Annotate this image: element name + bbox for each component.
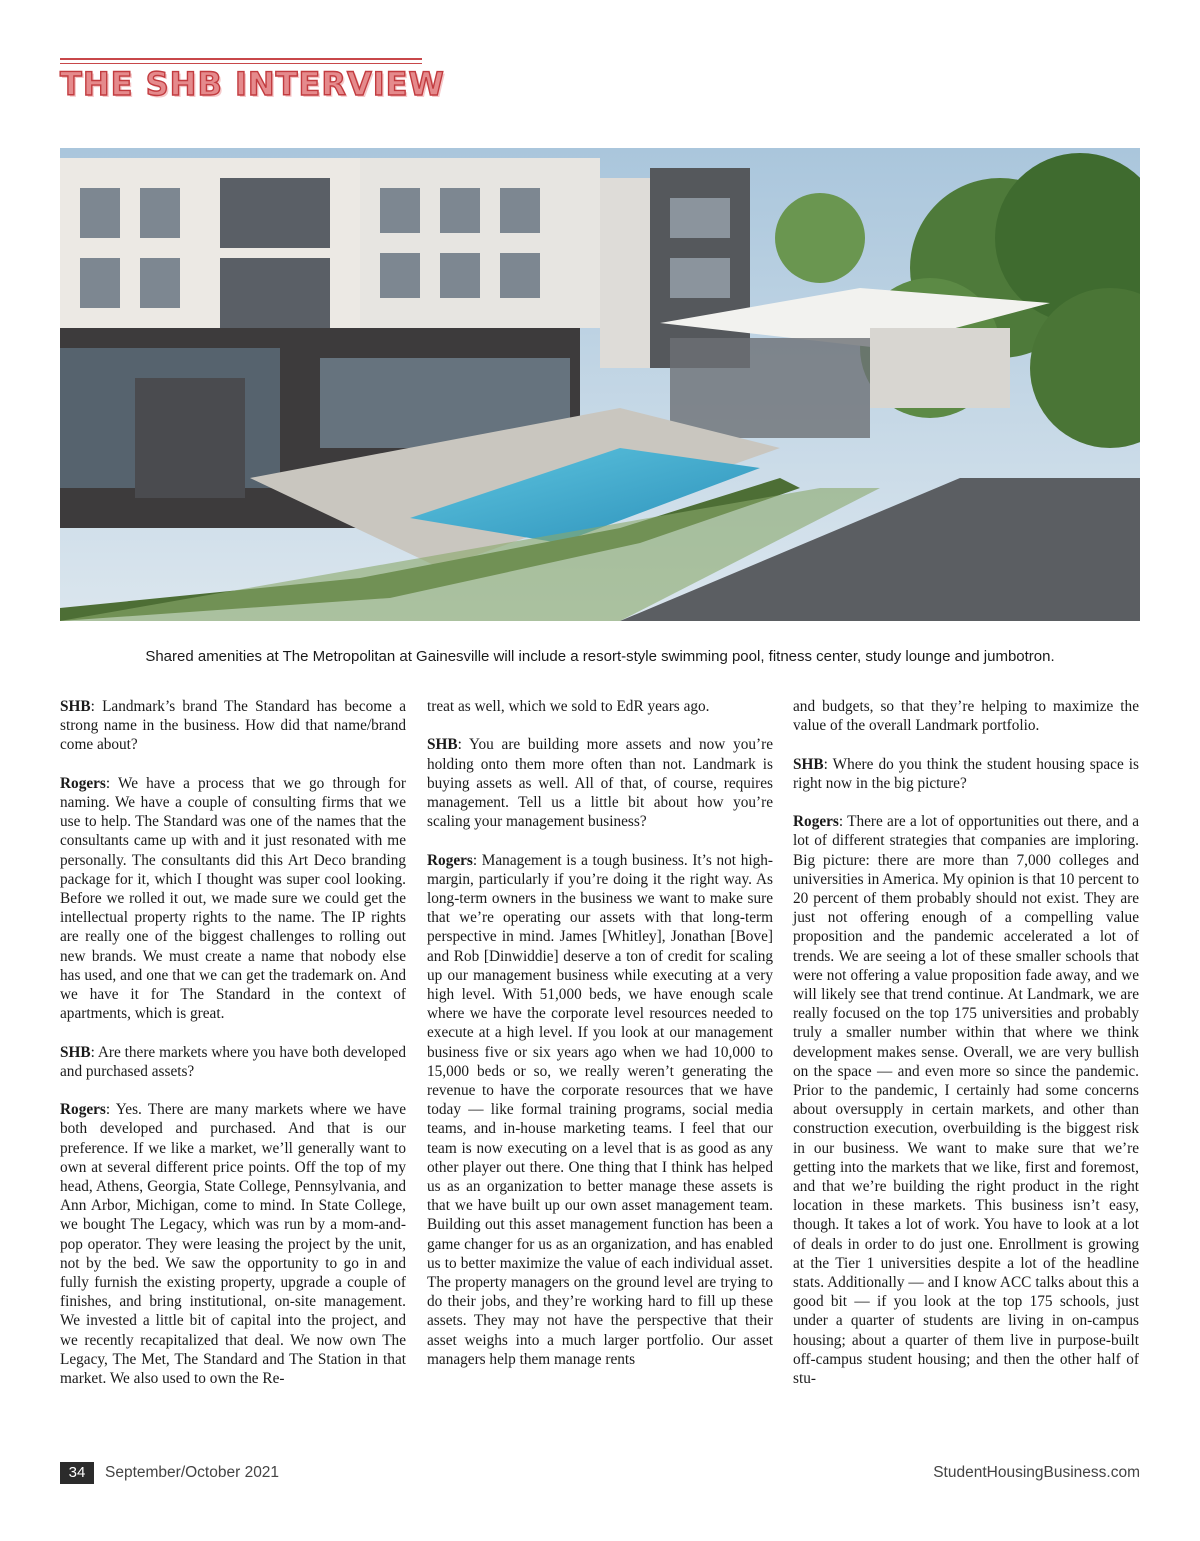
speaker-label: Rogers [793,813,839,831]
paragraph-text: : Yes. There are many markets where we have both developed and purchased. And that is our preference. If we like a market, we’ll generally want to own at several different price points. Off the top of my head, Athens, Georgia, State College, Pennsylvania, and Ann Arbor, Michigan, come to mind. In State College, we bought The Legacy, which was run by a mom-and-pop operator. They were leasing the project by the unit, not by the bed. We saw the opportunity to go in and fully furnish the existing property, upgrade a couple of finishes, and bring institutional, on-site management. We invested a little bit of capital into the project, and we recently recapitalized that deal. We now own The Legacy, The Met, The Standard and The Station in that market. We also used to own the Re- [60,1101,406,1388]
speaker-label: SHB [427,736,458,754]
paragraph [60,1100,406,1388]
header-rule-top [60,58,422,60]
photo-caption: Shared amenities at The Metropolitan at Gainesville will include a resort-style swimming pool, fitness center, study lounge and jumbotron. [145,648,1055,665]
paragraph-text: : There are a lot of opportunities out there, and a lot of different strategies that companies are imploring. Big picture: there are more than 7,000 colleges and universities in America. My opinion is that 10 percent to 20 percent of them probably should not exist. They are just not offering enough of a compelling value proposition and the pandemic accelerated a lot of trends. We are seeing a lot of these smaller schools that were not offering a value proposition fade away, and we will likely see that trend continue. At Landmark, we are really focused on the top 175 universities and probably truly a smaller number within that where we think development makes sense. Overall, we are very bullish on the space — and even more so since the pandemic. Prior to the pandemic, I certainly had some concerns about oversupply in certain markets, and other than construction execution, overbuilding is the biggest risk in our business. We want to make sure that we’re getting into the markets that we like, first and foremost, and that we’re building the right product in the right location in these markets. This business isn’t easy, though. It takes a lot of work. You have to look at a lot of deals in order to do just one. Enrollment is growing at the Tier 1 universities despite a lot of the headline stats. Additionally — and I know ACC talks about this a good bit — if you look at the top 175 schools, just under a quarter of students are living in on-campus housing; about a quarter of them live in purpose-built off-campus student housing; and then the other half of stu- [793,813,1139,1388]
speaker-label: Rogers [60,774,106,792]
paragraph [60,774,406,1024]
paragraph-text: : You are building more assets and now you’re holding onto them more often than not. Landmark is buying assets as well. All of that, of course, requires management. Tell us a little bit about how you’re scaling your management business? [427,736,773,831]
header-rule-bottom [60,63,422,64]
paragraph [427,735,773,831]
paragraph [60,1043,406,1081]
paragraph-text: : We have a process that we go through for naming. We have a couple of consulting firms that we use to help. The Standard was one of the names that the consultants came up with and it just resonated with me personally. The consultants did this Art Deco branding package for it, which I thought was super cool looking. Before we rolled it out, we made sure we could get the intellectual property rights to the name. The IP rights are really one of the biggest challenges to rolling out new brands. We must create a name that nobody else has used, and one that we can get the trademark on. And we have it for The Standard in the context of apartments, which is great. [60,774,406,1023]
paragraph-text: : Where do you think the student housing space is right now in the big picture? [793,755,1139,792]
speaker-label: Rogers [60,1101,106,1119]
speaker-label: SHB [60,698,91,715]
paragraph [60,697,406,755]
issue-date: September/October 2021 [105,1464,280,1481]
paragraph-text: : Management is a tough business. It’s not high-margin, particularly if you’re doing it the right way. As long-term owners in the business we want to make sure that we’re operating our assets with that long-term perspective in mind. James [Whitley], Jonathan [Bove] and Rob [Dinwiddie] deserve a ton of credit for scaling up our management business while executing at a very high level. With 51,000 beds, we have enough scale where we have the corporate level resources needed to execute at a high level. If you look at our management business five or six years ago when we had 10,000 to 15,000 beds or so, we really weren’t generating the revenue to have the corporate resources that we have today — like formal training programs, social media teams, and in-house marketing teams. I feel that our team is now executing on a level that is as good as any other player out there. One thing that I think has helped us as an organization to better manage these assets is that we have built up our own asset management team. Building out this asset management function has been a game changer for us as an organization, and has enabled us to better maximize the value of each individual asset. The property managers on the ground level are trying to do their jobs, and they’re working hard to fill up these assets. They may not have the perspective that their asset weighs into a much larger portfolio. Our asset managers help them manage rents [427,851,773,1368]
section-title: THE SHB INTERVIEW [60,65,445,103]
speaker-label: SHB [793,755,824,773]
page-number: 34 [60,1462,94,1484]
paragraph-text: treat as well, which we sold to EdR years ago. [427,698,710,715]
speaker-label: Rogers [427,851,473,869]
paragraph-text: and budgets, so that they’re helping to maximize the value of the overall Landmark portfolio. [793,698,1139,735]
paragraph-text: : Are there markets where you have both developed and purchased assets? [60,1043,406,1080]
paragraph [793,755,1139,793]
article-column-2 [427,697,773,1388]
article-column-3 [793,697,1139,1407]
paragraph-text: : Landmark’s brand The Standard has become a strong name in the business. How did that name/brand come about? [60,698,406,754]
paragraph [427,697,773,716]
website-link: StudentHousingBusiness.com [933,1464,1140,1481]
paragraph [427,851,773,1369]
paragraph [793,812,1139,1388]
page-footer [60,1462,1140,1486]
rendering-photo [60,148,1140,621]
speaker-label: SHB [60,1043,91,1061]
paragraph [793,697,1139,735]
article-column-1 [60,697,406,1407]
